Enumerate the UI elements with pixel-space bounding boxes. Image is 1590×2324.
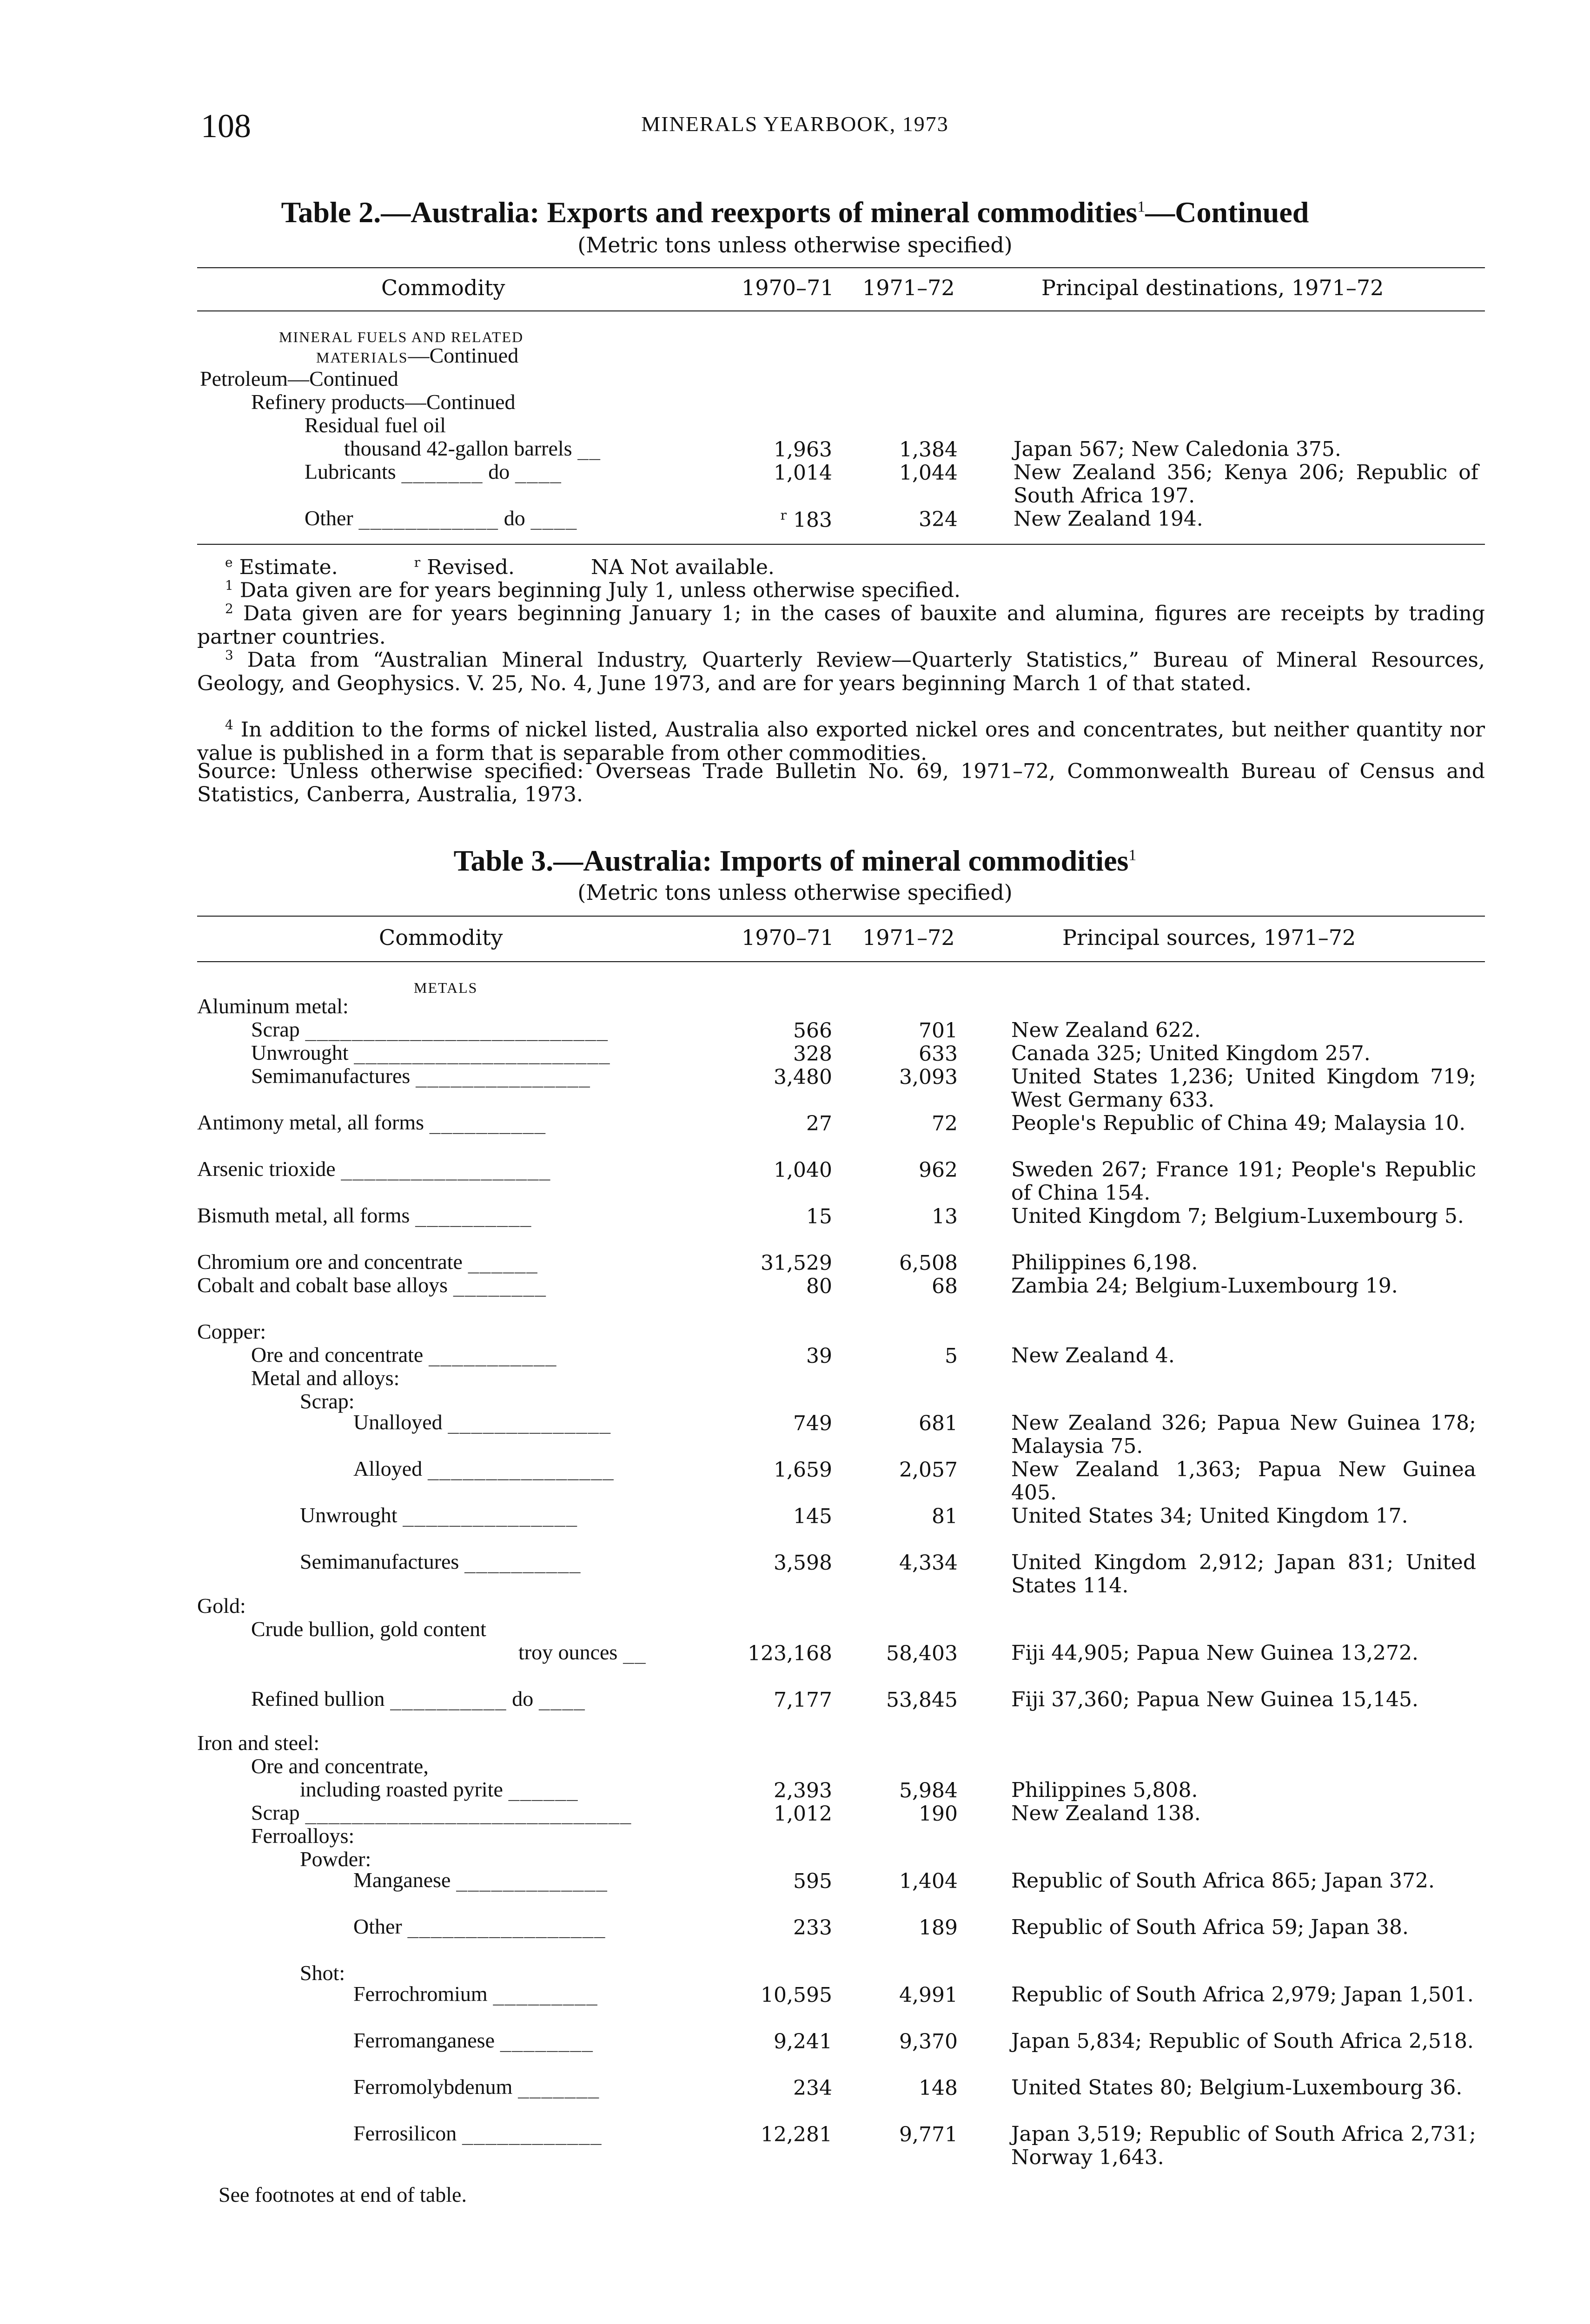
table3-cell-src: Republic of South Africa 865; Japan 372. bbox=[1011, 1869, 1435, 1893]
table3-cell-y1: 145 bbox=[793, 1505, 832, 1528]
table3-row-label: troy ounces __ bbox=[518, 1640, 647, 1664]
table3-cell-y2: 189 bbox=[919, 1916, 958, 1940]
table3-cell-src: Republic of South Africa 59; Japan 38. bbox=[1011, 1915, 1409, 1939]
table3-cell-src: People's Republic of China 49; Malaysia 10. bbox=[1011, 1111, 1466, 1135]
table2-subtitle: (Metric tons unless otherwise specified) bbox=[577, 232, 1013, 257]
table2-cell-y1: $^r$ 183 bbox=[780, 508, 832, 532]
table3-cell-y1: 1,040 bbox=[774, 1158, 832, 1182]
table3-cell-y2: 681 bbox=[919, 1412, 958, 1435]
table3-cell-y1: 15 bbox=[806, 1205, 832, 1228]
table3-cell-y2: 58,403 bbox=[886, 1642, 958, 1665]
table3-heading-iron: Iron and steel: bbox=[197, 1731, 320, 1755]
table3-cell-y2: 68 bbox=[932, 1274, 958, 1298]
table3-cell-y2: 148 bbox=[919, 2076, 958, 2100]
table3-cell-y1: 31,529 bbox=[761, 1251, 832, 1275]
table2-cell-dest: Japan 567; New Caledonia 375. bbox=[1014, 437, 1341, 461]
table2-source: Source: Unless otherwise specified: Overseas Trade Bulletin No. 69, 1971–72, Commonwealth Bureau of Census and Statistics, Canberra, Australia, 1973. bbox=[197, 759, 1485, 806]
table3-cell-y1: 9,241 bbox=[774, 2030, 832, 2053]
table3-row-label: Ferrochromium _________ bbox=[353, 1982, 598, 2006]
table3-row-label: Ore and concentrate ___________ bbox=[251, 1343, 557, 1367]
table3-heading-powder: Powder: bbox=[300, 1847, 371, 1871]
table3-row-label: including roasted pyrite ______ bbox=[300, 1777, 578, 1801]
table2-footnote-legend: $^e$ Estimate. $^r$ Revised. NA Not available. bbox=[225, 555, 775, 579]
table3-cell-y2: 53,845 bbox=[886, 1688, 958, 1712]
table3-col-y1: 1970–71 bbox=[742, 925, 834, 950]
table3-cell-y2: 9,370 bbox=[899, 2030, 958, 2053]
running-title: MINERALS YEARBOOK, 1973 bbox=[641, 112, 949, 136]
table3-subtitle: (Metric tons unless otherwise specified) bbox=[577, 880, 1013, 905]
table3-cell-y2: 190 bbox=[919, 1802, 958, 1826]
table3-cell-src: Japan 5,834; Republic of South Africa 2,518. bbox=[1011, 2029, 1474, 2053]
table3-cell-src: New Zealand 326; Papua New Guinea 178; Malaysia 75. bbox=[1011, 1411, 1476, 1458]
table3-row-label: Bismuth metal, all forms __________ bbox=[197, 1203, 532, 1227]
table3-row-label: Alloyed ________________ bbox=[353, 1457, 615, 1480]
table2-bottom-rule bbox=[197, 544, 1485, 545]
table2-col-y2: 1971–72 bbox=[862, 275, 955, 300]
table3-cell-src: United States 80; Belgium-Luxembourg 36. bbox=[1011, 2076, 1463, 2100]
table2-footnote-3: $^3$ Data from “Australian Mineral Industry, Quarterly Review—Quarterly Statistics,” Bureau of Mineral Resources, Geology, and Geophysics. V. 25, No. 4, June 1973, and are for years beginning March 1 of that stated. bbox=[197, 647, 1485, 695]
table3-heading-scrap: Scrap: bbox=[300, 1389, 355, 1413]
table2-cell-y2: 324 bbox=[919, 508, 958, 531]
table3-cell-y2: 4,991 bbox=[899, 1983, 958, 2007]
table3-cell-y1: 10,595 bbox=[761, 1983, 832, 2007]
table3-cell-y2: 701 bbox=[919, 1019, 958, 1043]
table3-col-y2: 1971–72 bbox=[862, 925, 955, 950]
table2-row-residual: thousand 42-gallon barrels __ bbox=[344, 436, 601, 460]
table3-row-label: Unalloyed ______________ bbox=[353, 1410, 611, 1434]
table3-cell-src: New Zealand 138. bbox=[1011, 1802, 1201, 1825]
table3-row-label: Cobalt and cobalt base alloys ________ bbox=[197, 1273, 547, 1297]
table2-row-lubricants: Lubricants _______ do ____ bbox=[305, 460, 562, 483]
table3-cell-src: New Zealand 622. bbox=[1011, 1018, 1201, 1042]
table3-row-label: Semimanufactures __________ bbox=[300, 1550, 581, 1573]
table3-row-label: Chromium ore and concentrate ______ bbox=[197, 1250, 538, 1274]
table3-cell-y1: 12,281 bbox=[761, 2123, 832, 2146]
table3-heading-shot: Shot: bbox=[300, 1961, 345, 1985]
table3-row-label: Unwrought ______________________ bbox=[251, 1041, 610, 1064]
table3-cell-y1: 749 bbox=[793, 1412, 832, 1435]
table3-cell-src: United States 1,236; United Kingdom 719; West Germany 633. bbox=[1011, 1065, 1476, 1112]
table3-cell-src: Philippines 5,808. bbox=[1011, 1778, 1198, 1802]
table3-cell-y1: 123,168 bbox=[748, 1642, 832, 1665]
table2-head-rule bbox=[197, 310, 1485, 311]
table3-cell-y2: 4,334 bbox=[899, 1551, 958, 1575]
table3-cell-y2: 1,404 bbox=[899, 1869, 958, 1893]
table3-row-label: Refined bullion __________ do ____ bbox=[251, 1687, 586, 1710]
table3-cell-y2: 5,984 bbox=[899, 1779, 958, 1802]
table3-head-rule bbox=[197, 961, 1485, 962]
table3-cell-y1: 233 bbox=[793, 1916, 832, 1940]
table3-cell-src: Canada 325; United Kingdom 257. bbox=[1011, 1042, 1371, 1065]
table3-cell-y1: 234 bbox=[793, 2076, 832, 2100]
table3-top-rule bbox=[197, 916, 1485, 917]
table3-cell-y1: 80 bbox=[806, 1274, 832, 1298]
table3-cell-src: New Zealand 4. bbox=[1011, 1344, 1175, 1367]
table2-cell-y1: 1,014 bbox=[774, 461, 832, 485]
table3-cell-y2: 72 bbox=[932, 1112, 958, 1136]
table3-row-label: Ferromanganese ________ bbox=[353, 2028, 594, 2052]
table3-cell-src: United Kingdom 7; Belgium-Luxembourg 5. bbox=[1011, 1204, 1464, 1228]
table3-cell-y1: 7,177 bbox=[774, 1688, 832, 1712]
table2-cell-y2: 1,044 bbox=[899, 461, 958, 485]
table3-cell-y2: 3,093 bbox=[899, 1065, 958, 1089]
table3-cell-src: New Zealand 1,363; Papua New Guinea 405. bbox=[1011, 1458, 1476, 1505]
table2-row-other: Other ____________ do ____ bbox=[305, 506, 577, 530]
see-footnotes: See footnotes at end of table. bbox=[219, 2183, 467, 2206]
table3-row-label: Antimony metal, all forms __________ bbox=[197, 1110, 546, 1134]
table3-row-label: Other _________________ bbox=[353, 1915, 606, 1938]
table2-cell-dest: New Zealand 356; Kenya 206; Republic of South Africa 197. bbox=[1014, 461, 1478, 508]
table3-cell-y1: 3,480 bbox=[774, 1065, 832, 1089]
table2-footnote-1: $^1$ Data given are for years beginning July 1, unless otherwise specified. bbox=[225, 578, 961, 602]
table3-row-label: Scrap ____________________________ bbox=[251, 1801, 632, 1824]
table3-cell-y1: 595 bbox=[793, 1869, 832, 1893]
table3-cell-y1: 39 bbox=[806, 1344, 832, 1368]
table3-cell-src: Republic of South Africa 2,979; Japan 1,501. bbox=[1011, 1983, 1474, 2007]
table3-cell-src: United Kingdom 2,912; Japan 831; United States 114. bbox=[1011, 1551, 1476, 1598]
table3-cell-src: Philippines 6,198. bbox=[1011, 1251, 1198, 1274]
table3-cell-src: Fiji 37,360; Papua New Guinea 15,145. bbox=[1011, 1688, 1418, 1711]
table3-heading-crude: Crude bullion, gold content bbox=[251, 1617, 486, 1641]
table3-heading-ore-conc: Ore and concentrate, bbox=[251, 1754, 429, 1778]
table2-petroleum: Petroleum—Continued bbox=[200, 367, 398, 390]
table3-cell-src: Fiji 44,905; Papua New Guinea 13,272. bbox=[1011, 1641, 1418, 1665]
table3-cell-src: United States 34; United Kingdom 17. bbox=[1011, 1504, 1408, 1528]
table3-cell-y1: 328 bbox=[793, 1042, 832, 1066]
table3-title: Table 3.—Australia: Imports of mineral commodities$^1$ bbox=[453, 844, 1137, 877]
table2-residual: Residual fuel oil bbox=[305, 413, 446, 437]
table3-cell-y2: 9,771 bbox=[899, 2123, 958, 2146]
page-number: 108 bbox=[201, 107, 251, 145]
table3-row-label: Arsenic trioxide __________________ bbox=[197, 1157, 551, 1181]
table3-cell-y1: 1,659 bbox=[774, 1458, 832, 1482]
table2-cell-y1: 1,963 bbox=[774, 438, 832, 462]
table3-section-metals: METALS bbox=[414, 979, 478, 996]
table3-heading-copper: Copper: bbox=[197, 1320, 266, 1343]
table2-section-line2: MATERIALS—Continued bbox=[316, 343, 519, 367]
table3-cell-y2: 5 bbox=[945, 1344, 958, 1368]
table3-cell-y2: 6,508 bbox=[899, 1251, 958, 1275]
table3-cell-y2: 81 bbox=[932, 1505, 958, 1528]
table2-section-line1: MINERAL FUELS AND RELATED bbox=[279, 329, 524, 345]
table3-row-label: Ferromolybdenum _______ bbox=[353, 2075, 600, 2099]
table3-row-label: Semimanufactures _______________ bbox=[251, 1064, 591, 1088]
table3-cell-y2: 962 bbox=[919, 1158, 958, 1182]
table3-cell-src: Sweden 267; France 191; People's Republic of China 154. bbox=[1011, 1158, 1476, 1205]
table3-cell-y1: 3,598 bbox=[774, 1551, 832, 1575]
table3-col-commodity: Commodity bbox=[379, 925, 503, 950]
table2-top-rule bbox=[197, 267, 1485, 268]
table2-title: Table 2.—Australia: Exports and reexports of mineral commodities$^1$—Continued bbox=[281, 196, 1309, 229]
table3-cell-y1: 1,012 bbox=[774, 1802, 832, 1826]
table2-footnote-4: $^4$ In addition to the forms of nickel listed, Australia also exported nickel ores and concentrates, but neither quantity nor value is published in a form that is separable from other commodities. bbox=[197, 717, 1485, 765]
table3-cell-y2: 633 bbox=[919, 1042, 958, 1066]
table3-cell-src: Zambia 24; Belgium-Luxembourg 19. bbox=[1011, 1274, 1398, 1298]
table3-heading-gold: Gold: bbox=[197, 1594, 246, 1618]
table3-heading-ferroalloys: Ferroalloys: bbox=[251, 1824, 355, 1848]
table3-heading-aluminum: Aluminum metal: bbox=[197, 994, 349, 1018]
table3-cell-y2: 2,057 bbox=[899, 1458, 958, 1482]
table3-col-src: Principal sources, 1971–72 bbox=[1062, 925, 1356, 950]
table3-row-label: Manganese _____________ bbox=[353, 1868, 608, 1892]
table2-cell-y2: 1,384 bbox=[899, 438, 958, 462]
table3-row-label: Ferrosilicon ____________ bbox=[353, 2121, 602, 2145]
table2-col-y1: 1970–71 bbox=[742, 275, 834, 300]
table3-heading-metal-alloys: Metal and alloys: bbox=[251, 1366, 400, 1390]
table2-col-dest: Principal destinations, 1971–72 bbox=[1041, 275, 1384, 300]
table3-cell-y2: 13 bbox=[932, 1205, 958, 1228]
table3-row-label: Scrap __________________________ bbox=[251, 1017, 609, 1041]
table3-cell-y1: 2,393 bbox=[774, 1779, 832, 1802]
table3-cell-src: Japan 3,519; Republic of South Africa 2,731; Norway 1,643. bbox=[1011, 2122, 1476, 2169]
table3-row-label: Unwrought _______________ bbox=[300, 1503, 578, 1527]
table2-refinery: Refinery products—Continued bbox=[251, 390, 516, 414]
table3-cell-y1: 27 bbox=[806, 1112, 832, 1136]
table2-footnote-2: $^2$ Data given are for years beginning January 1; in the cases of bauxite and alumina, figures are receipts by trading partner countries. bbox=[197, 601, 1485, 649]
table2-col-commodity: Commodity bbox=[381, 275, 505, 300]
table3-cell-y1: 566 bbox=[793, 1019, 832, 1043]
table2-cell-dest: New Zealand 194. bbox=[1014, 507, 1203, 531]
